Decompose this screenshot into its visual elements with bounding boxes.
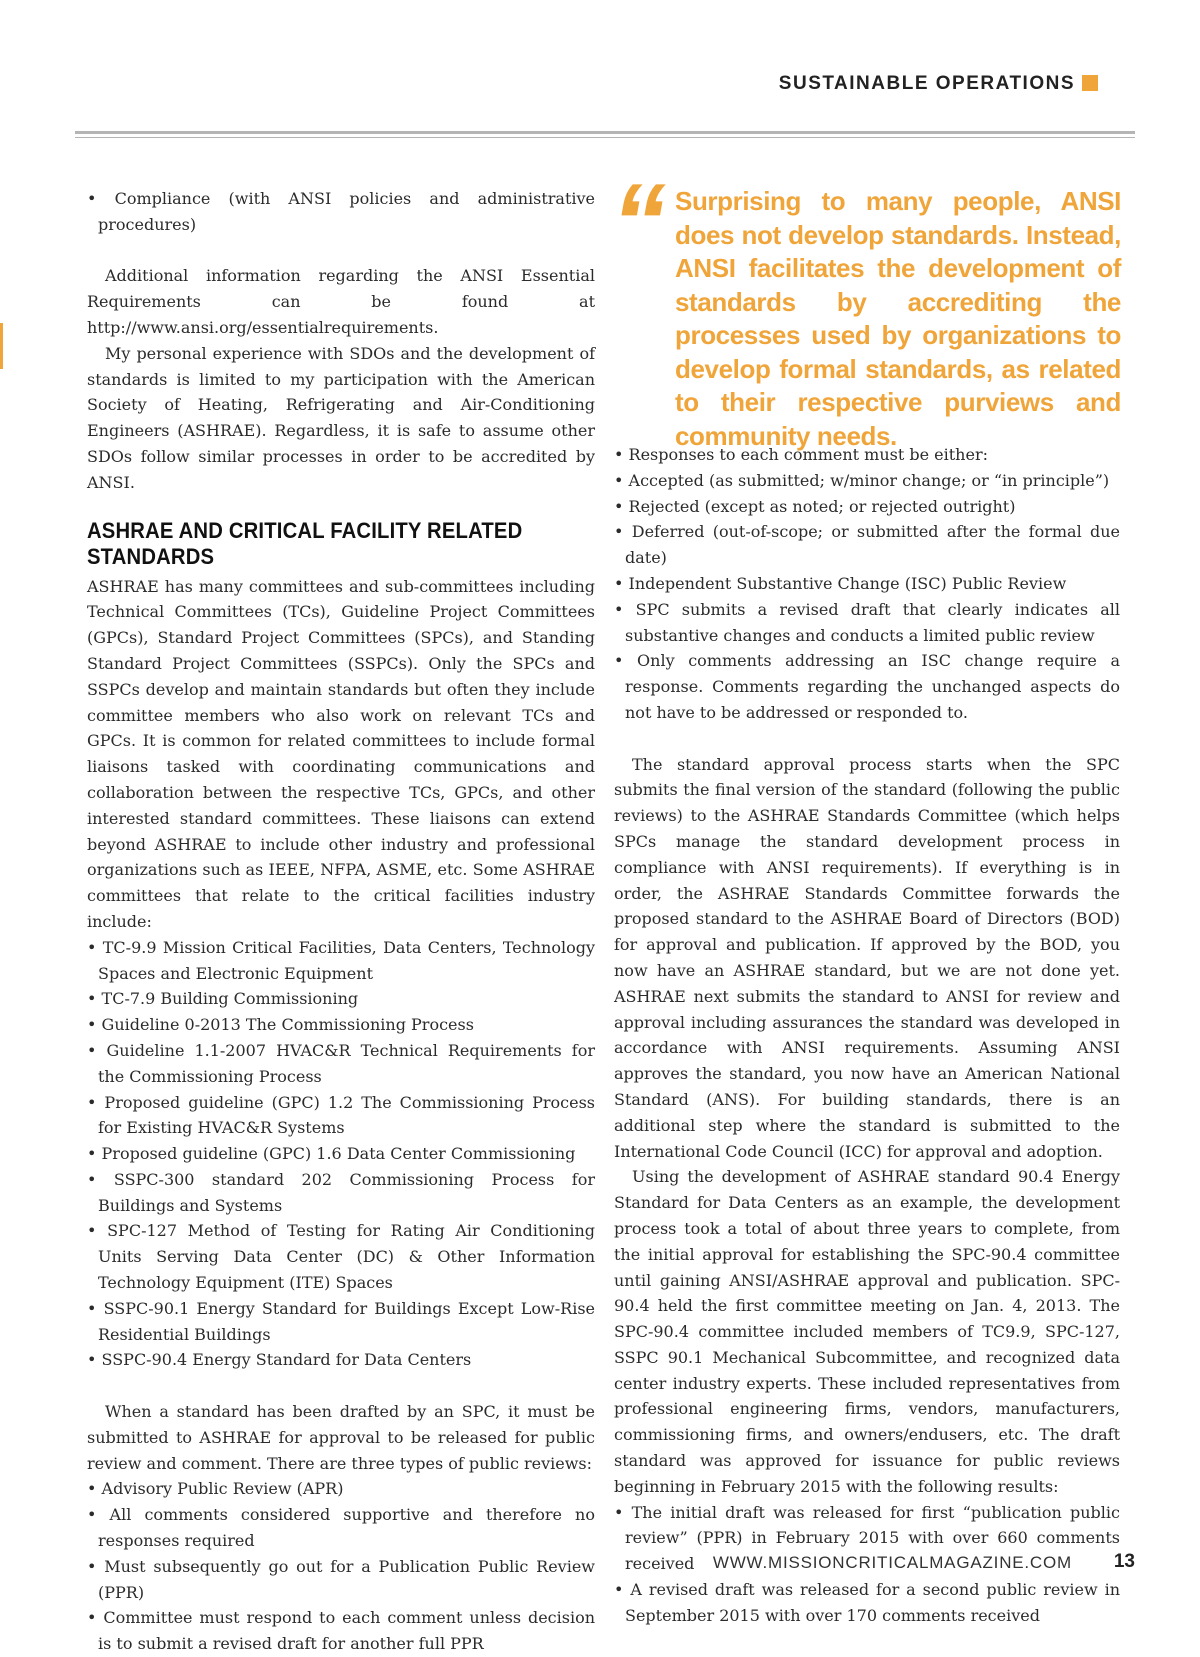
paragraph-essential-requirements: Additional information regarding the ANSI Essential Requirements can be found at http://www.ansi.org/essentialrequirements. xyxy=(87,266,595,337)
header-section-label: SUSTAINABLE OPERATIONS xyxy=(778,73,1075,94)
list-item: • Must subsequently go out for a Publication Public Review (PPR) xyxy=(87,1554,595,1606)
paragraph-public-review: When a standard has been drafted by an SPC, it must be submitted to ASHRAE for approval to be released for public review and comment. There are three types of public reviews: xyxy=(87,1402,595,1473)
list-item: • Responses to each comment must be either: xyxy=(614,442,1120,468)
list-item: • Guideline 0-2013 The Commissioning Process xyxy=(87,1012,595,1038)
pull-quote: Surprising to many people, ANSI does not develop standards. Instead, ANSI facilitates the development of standards by accrediting the processes used by organizations to develop formal standards, as related to their respective purviews and community needs. xyxy=(675,186,1121,451)
list-item: • All comments considered supportive and therefore no responses required xyxy=(87,1502,595,1554)
footer-website-link[interactable]: WWW.MISSIONCRITICALMAGAZINE.COM xyxy=(712,1553,1072,1572)
list-item: • Independent Substantive Change (ISC) Public Review xyxy=(614,571,1120,597)
right-column xyxy=(614,442,1120,1629)
list-item: • The initial draft was released for first “publication public review” (PPR) in February 2015 with over 660 comments received xyxy=(614,1500,1120,1577)
list-item: • Guideline 1.1-2007 HVAC&R Technical Requirements for the Commissioning Process xyxy=(87,1038,595,1090)
paragraph-ashrae-committees: ASHRAE has many committees and sub-committees including Technical Committees (TCs), Guideline Project Committees (GPCs), Standard Project Committees (SPCs), and Standing Standard Project Committees (SSPCs). Only the SPCs and SSPCs develop and maintain standards but often they include committee members who also work on relevant TCs and GPCs. It is common for related committees to include formal liaisons tasked with coordinating communications and collaboration between the respective TCs, GPCs, and other interested standard committees. These liaisons can extend beyond ASHRAE to include other industry and professional organizations such as IEEE, NFPA, ASME, etc. Some ASHRAE committees that relate to the critical facilities industry include: xyxy=(87,576,595,931)
list-item: • TC-7.9 Building Commissioning xyxy=(87,986,595,1012)
list-item: • Committee must respond to each comment unless decision is to submit a revised draft for another full PPR xyxy=(87,1605,595,1657)
list-item: • Deferred (out-of-scope; or submitted after the formal due date) xyxy=(614,519,1120,571)
list-item: • Proposed guideline (GPC) 1.6 Data Center Commissioning xyxy=(87,1141,595,1167)
list-item: • Accepted (as submitted; w/minor change; or “in principle”) xyxy=(614,468,1120,494)
paragraph-personal-experience: My personal experience with SDOs and the development of standards is limited to my participation with the American Society of Heating, Refrigerating and Air-Conditioning Engineers (ASHRAE). Regardless, it is safe to assume other SDOs follow similar processes in order to be accredited by ANSI. xyxy=(87,343,595,492)
list-item: • A revised draft was released for a second public review in September 2015 with over 170 comments received xyxy=(614,1577,1120,1629)
list-item: • Advisory Public Review (APR) xyxy=(87,1476,595,1502)
header-rule-thin xyxy=(75,137,1135,138)
page-number: 13 xyxy=(1113,1551,1135,1572)
left-column xyxy=(87,186,595,1657)
paragraph-approval-process: The standard approval process starts when the SPC submits the final version of the standard (following the public reviews) to the ASHRAE Standards Committee (which helps SPCs manage the standard development process in compliance with ANSI requirements). If everything is in order, the ASHRAE Standards Committee forwards the proposed standard to the ASHRAE Board of Directors (BOD) for approval and publication. If approved by the BOD, you now have an ASHRAE standard, but we are not done yet. ASHRAE next submits the standard to ANSI for review and approval including assurances the standard was developed in accordance with ANSI requirements. Assuming ANSI approves the standard, you now have an American National Standard (ANS). For building standards, there is an additional step where the standard is submitted to the International Code Council (ICC) for approval and adoption. xyxy=(614,754,1120,1161)
list-item: • SSPC-90.4 Energy Standard for Data Centers xyxy=(87,1347,595,1373)
list-item: • SSPC-90.1 Energy Standard for Buildings Except Low-Rise Residential Buildings xyxy=(87,1296,595,1348)
paragraph-90-4-development: Using the development of ASHRAE standard 90.4 Energy Standard for Data Centers as an example, the development process took a total of about three years to complete, from the initial approval for establishing the SPC-90.4 committee until gaining ANSI/ASHRAE approval and publication. SPC-90.4 held the first committee meeting on Jan. 4, 2013. The SPC-90.4 committee included members of TC9.9, SPC-127, SSPC 90.1 Mechanical Subcommittee, and recognized data center industry experts. These included representatives from professional engineering firms, vendors, manufacturers, commissioning firms, and owners/endusers, etc. The draft standard was approved for issuance for public reviews beginning in February 2015 with the following results: xyxy=(614,1167,1120,1496)
list-item: • SPC-127 Method of Testing for Rating Air Conditioning Units Serving Data Center (DC) & Other Information Technology Equipment (ITE) Spaces xyxy=(87,1218,595,1295)
list-item: • TC-9.9 Mission Critical Facilities, Data Centers, Technology Spaces and Electronic Equipment xyxy=(87,935,595,987)
header-rule xyxy=(75,131,1135,134)
list-item: • SPC submits a revised draft that clearly indicates all substantive changes and conducts a limited public review xyxy=(614,597,1120,649)
list-item: • Rejected (except as noted; or rejected outright) xyxy=(614,494,1120,520)
margin-accent-mark xyxy=(0,323,3,369)
list-item: • Proposed guideline (GPC) 1.2 The Commissioning Process for Existing HVAC&R Systems xyxy=(87,1090,595,1142)
list-item: • Only comments addressing an ISC change require a response. Comments regarding the unchanged aspects do not have to be addressed or responded to. xyxy=(614,648,1120,725)
header-accent-square xyxy=(1082,75,1098,91)
list-item: • SSPC-300 standard 202 Commissioning Process for Buildings and Systems xyxy=(87,1167,595,1219)
section-heading: ASHRAE AND CRITICAL FACILITY RELATED STANDARDS xyxy=(87,517,523,569)
intro-bullet: • Compliance (with ANSI policies and administrative procedures) xyxy=(87,186,595,238)
pull-quote-mark: “ xyxy=(601,161,672,284)
